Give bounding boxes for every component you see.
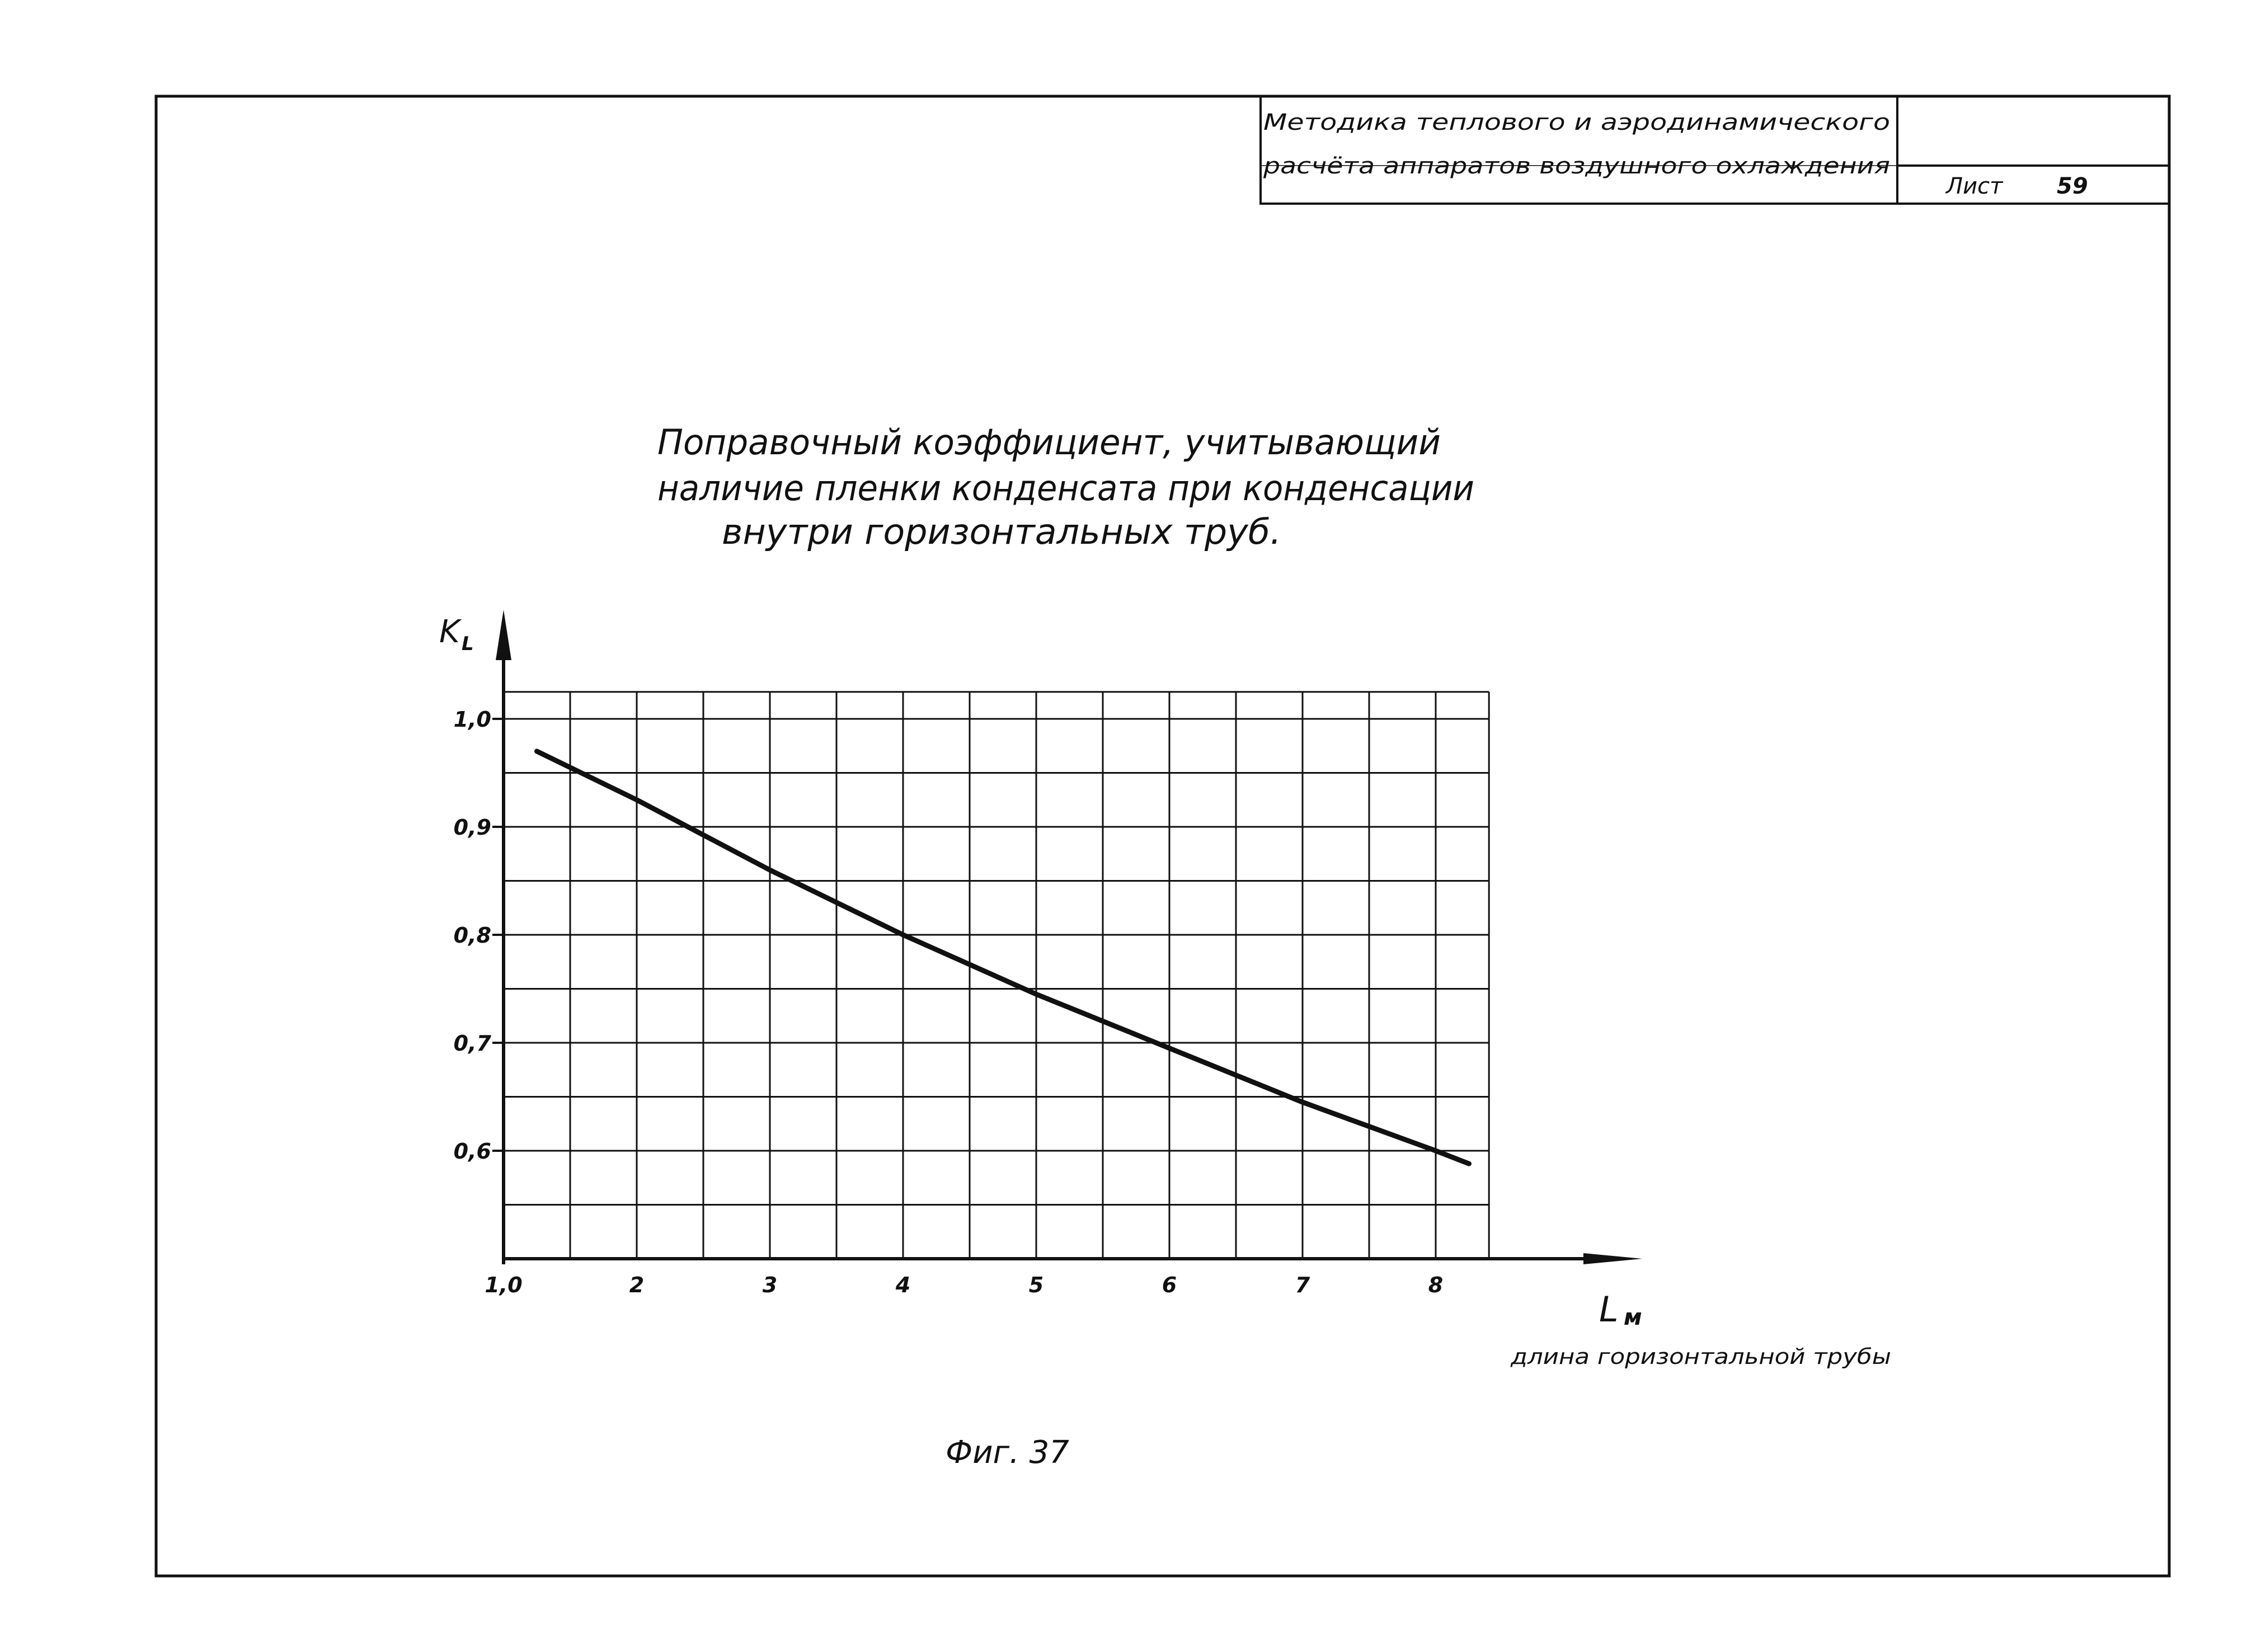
- y-tick-label: 1,0: [453, 707, 491, 732]
- chart-title-line1: Поправочный коэффициент, учитывающий: [657, 422, 1441, 463]
- x-tick-labels: [485, 1273, 1443, 1297]
- axes: [496, 610, 1642, 1264]
- y-axis-arrow: [496, 610, 511, 660]
- x-tick-label: 4: [895, 1273, 911, 1297]
- document-title-line2: расчёта аппаратов воздушного охлаждения: [1262, 153, 1890, 179]
- figure-caption: Фиг. 37: [946, 1434, 1069, 1471]
- series-line-kl: [537, 751, 1469, 1164]
- x-tick-label: 7: [1295, 1273, 1310, 1297]
- sheet-label: Лист: [1946, 173, 2003, 199]
- x-tick-label: 5: [1028, 1273, 1044, 1297]
- x-tick-label: 2: [629, 1273, 645, 1297]
- y-tick-label: 0,7: [453, 1031, 491, 1056]
- y-axis-label-subscript: L: [462, 633, 474, 655]
- chart: [439, 610, 1891, 1369]
- y-tick-labels: [454, 707, 504, 1164]
- x-axis-description: длина горизонтальной трубы: [1510, 1344, 1891, 1369]
- x-tick-label: 6: [1162, 1273, 1177, 1297]
- y-tick-label: 0,6: [453, 1139, 491, 1164]
- x-axis-label: L: [1599, 1289, 1619, 1330]
- x-axis-arrow: [1583, 1253, 1642, 1264]
- x-tick-label: 3: [762, 1273, 778, 1297]
- x-tick-label: 8: [1428, 1273, 1444, 1297]
- document-title-line1: Методика теплового и аэродинамического: [1263, 110, 1890, 135]
- y-axis-label: K: [439, 614, 460, 650]
- chart-title-line3: внутри горизонтальных труб.: [722, 511, 1281, 552]
- sheet-number: 59: [2057, 173, 2088, 199]
- series-layer: [537, 751, 1469, 1164]
- x-tick-label: 1,0: [485, 1273, 523, 1297]
- title-block: [1261, 96, 2169, 204]
- y-tick-label: 0,8: [453, 923, 491, 948]
- chart-title-line2: наличие пленки конденсата при конденсации: [657, 468, 1474, 509]
- x-axis-label-unit: м: [1624, 1305, 1642, 1330]
- y-tick-label: 0,9: [453, 815, 491, 840]
